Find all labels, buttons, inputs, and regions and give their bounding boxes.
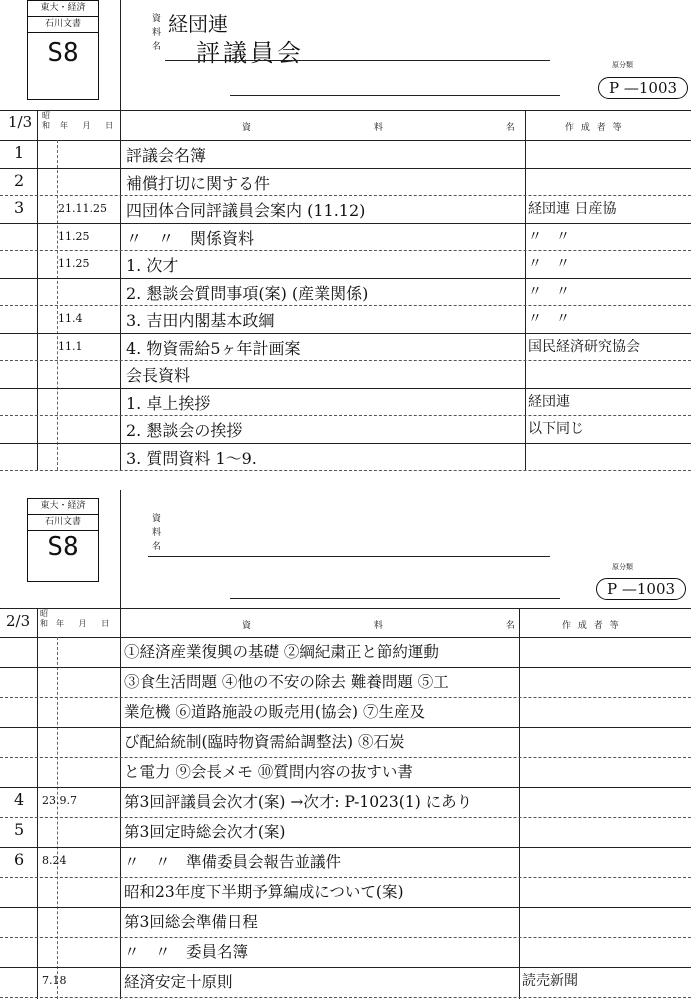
row-item: と電力 ⑨会長メモ ⑩質問内容の抜すい書	[124, 763, 413, 781]
archive-stamp-2	[27, 498, 99, 582]
archive-stamp	[27, 0, 99, 100]
date-header-2: 年 月 日	[56, 619, 116, 628]
row-rule	[0, 697, 691, 698]
stamp2-collection: 石川文書	[28, 515, 98, 531]
row-item: 2. 懇談会の挨拶	[126, 421, 243, 440]
row-item: ①経済産業復興の基礎 ②綱紀粛正と節約運動	[124, 643, 439, 661]
bunrui-label: 原分類	[612, 61, 633, 69]
row-date: 21.11.25	[58, 202, 107, 215]
bunrui-label-2: 原分類	[612, 563, 633, 571]
row-no: 6	[14, 850, 25, 869]
author-header-1: 作 成 者 等	[565, 123, 624, 133]
row-no: 3	[14, 198, 25, 217]
row-author: 〃 〃	[528, 228, 570, 245]
reference-code: P —1003	[598, 77, 688, 99]
row-rule	[0, 415, 691, 416]
row-item: 四団体合同評議員会案内 (11.12)	[126, 201, 366, 220]
row-rule	[0, 305, 691, 306]
page-number-1: 1/3	[8, 113, 33, 131]
material-header-2: 資 料 名	[242, 621, 575, 631]
era-label-1: 昭 和	[42, 111, 50, 130]
row-item: 第3回定時総会次才(案)	[124, 823, 286, 841]
row-rule	[0, 360, 691, 361]
row-item: ③食生活問題 ④他の不安の除去 難養問題 ⑤工	[124, 673, 449, 691]
row-rule	[0, 787, 691, 788]
reference-code-2: P —1003	[596, 578, 686, 600]
row-rule	[0, 727, 691, 728]
row-no: 4	[14, 790, 25, 809]
row-date: 11.1	[58, 339, 83, 353]
row-item: 業危機 ⑥道路施設の販売用(協会) ⑦生産及	[124, 703, 425, 721]
row-item: 3. 吉田内閣基本政綱	[126, 311, 275, 330]
stamp2-number: S8	[47, 532, 79, 562]
row-item: 評議会名簿	[126, 146, 207, 165]
row-rule	[0, 817, 691, 818]
row-rule	[0, 967, 691, 968]
row-item: 第3回総会準備日程	[124, 913, 258, 931]
row-item: 2. 懇談会質問事項(案) (産業関係)	[126, 283, 369, 303]
row-date: 11.25	[58, 257, 90, 270]
stamp2-institution: 東大・経済	[28, 499, 98, 515]
stamp-institution: 東大・経済	[28, 1, 98, 17]
row-author: 〃 〃	[528, 256, 570, 272]
row-rule	[0, 997, 691, 998]
row-rule	[0, 470, 691, 471]
page-number-2: 2/3	[6, 612, 31, 630]
row-no: 5	[14, 820, 25, 839]
row-rule	[0, 757, 691, 758]
author-header-2: 作 成 者 等	[562, 621, 621, 631]
row-date: 7.18	[42, 974, 67, 987]
row-date: 8.24	[42, 854, 67, 867]
row-item: 補償打切に関する件	[126, 173, 271, 193]
row-no: 2	[14, 170, 25, 190]
row-author: 国民経済研究協会	[528, 338, 640, 355]
row-rule	[0, 333, 691, 334]
row-author: 経団連 日産協	[528, 201, 617, 217]
era-label-2: 昭 和	[40, 609, 48, 628]
shiryo-label: 資 料 名	[152, 14, 162, 52]
row-author: 読売新聞	[522, 973, 578, 989]
date-header-1: 年 月 日	[60, 121, 120, 130]
stamp-collection: 石川文書	[28, 17, 98, 33]
row-item: 4. 物資需給5ヶ年計画案	[126, 338, 301, 358]
row-rule	[0, 937, 691, 938]
row-rule	[0, 907, 691, 908]
row-item: 〃 〃 委員名簿	[124, 943, 249, 961]
row-author: 経団連	[528, 393, 570, 410]
row-author: 〃 〃	[528, 311, 570, 327]
row-author: 以下同じ	[528, 421, 584, 437]
row-date: 23.9.7	[42, 794, 77, 807]
row-item: 3. 質問資料 1〜9.	[126, 448, 257, 468]
row-rule	[0, 278, 691, 279]
row-rule	[0, 223, 691, 224]
stamp-number: S8	[47, 38, 79, 68]
row-item: 会長資料	[126, 366, 191, 385]
title-line1: 経団連	[168, 12, 228, 36]
row-item: 〃 〃 関係資料	[126, 228, 255, 248]
row-item: び配給統制(臨時物資需給調整法) ⑧石炭	[124, 733, 405, 751]
row-rule	[0, 847, 691, 848]
row-rule	[0, 250, 691, 251]
row-author: 〃 〃	[528, 283, 570, 300]
row-item: 〃 〃 準備委員会報告並議件	[124, 853, 342, 871]
row-rule	[0, 388, 691, 389]
row-item: 昭和23年度下半期予算編成について(案)	[124, 883, 404, 901]
row-no: 1	[14, 143, 25, 162]
row-rule	[0, 443, 691, 444]
row-item: 1. 卓上挨拶	[126, 393, 211, 413]
row-rule	[0, 168, 691, 169]
row-item: 経済安定十原則	[124, 973, 233, 991]
row-rule	[0, 877, 691, 878]
row-date: 11.25	[58, 229, 90, 243]
row-rule	[0, 667, 691, 668]
row-rule	[0, 195, 691, 196]
row-item: 第3回評議員会次才(案) →次才: P-1023(1) にあり	[124, 793, 473, 811]
material-header-1: 資 料 名	[242, 123, 575, 133]
title-line2: 評議員会	[196, 39, 304, 67]
row-date: 11.4	[58, 312, 83, 325]
row-item: 1. 次才	[126, 256, 179, 275]
shiryo-label-2: 資 料 名	[152, 514, 162, 552]
